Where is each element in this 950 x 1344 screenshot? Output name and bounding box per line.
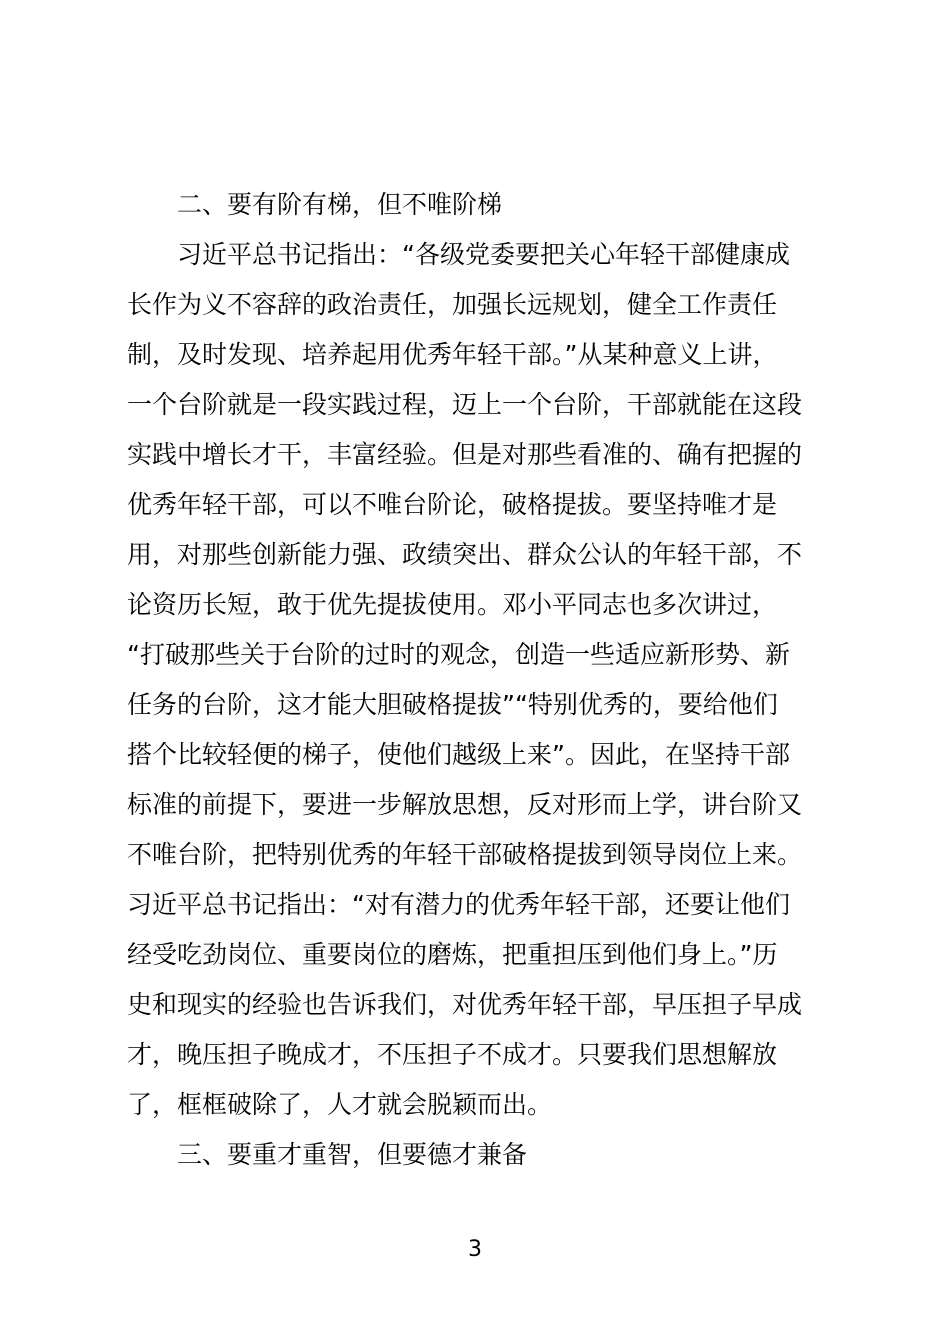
paragraph-line: 实践中增长才干，丰富经验。但是对那些看准的、确有把握的 xyxy=(127,440,803,469)
paragraph-line: 史和现实的经验也告诉我们，对优秀年轻干部，早压担子早成 xyxy=(127,990,803,1019)
paragraph-line: 论资历长短，敢于优先提拔使用。邓小平同志也多次讲过， xyxy=(127,590,778,619)
paragraph-line: “打破那些关于台阶的过时的观念，创造一些适应新形势、新 xyxy=(127,640,790,669)
paragraph-line: 长作为义不容辞的政治责任，加强长远规划，健全工作责任 xyxy=(127,290,778,319)
page-number: 3 xyxy=(468,1237,482,1262)
paragraph-line: 标准的前提下，要进一步解放思想，反对形而上学，讲台阶又 xyxy=(127,790,803,819)
section-heading-three: 三、要重才重智，但要德才兼备 xyxy=(177,1140,528,1169)
paragraph-line: 用，对那些创新能力强、政绩突出、群众公认的年轻干部，不 xyxy=(127,540,803,569)
paragraph-line: 任务的台阶，这才能大胆破格提拔”“特别优秀的，要给他们 xyxy=(127,690,778,719)
section-heading-two: 二、要有阶有梯，但不唯阶梯 xyxy=(177,190,503,219)
paragraph-line: 经受吃劲岗位、重要岗位的磨炼，把重担压到他们身上。”历 xyxy=(127,940,778,969)
paragraph-line: 一个台阶就是一段实践过程，迈上一个台阶，干部就能在这段 xyxy=(127,390,803,419)
paragraph-line: 不唯台阶，把特别优秀的年轻干部破格提拔到领导岗位上来。 xyxy=(127,840,803,869)
paragraph-line: 制，及时发现、培养起用优秀年轻干部。”从某种意义上讲， xyxy=(127,340,778,369)
paragraph-line: 搭个比较轻便的梯子，使他们越级上来”。因此，在坚持干部 xyxy=(127,740,790,769)
paragraph-line: 习近平总书记指出：“对有潜力的优秀年轻干部，还要让他们 xyxy=(127,890,790,919)
paragraph-line: 习近平总书记指出：“各级党委要把关心年轻干部健康成 xyxy=(177,240,790,269)
paragraph-line: 了，框框破除了，人才就会脱颖而出。 xyxy=(127,1090,553,1119)
paragraph-line: 才，晚压担子晚成才，不压担子不成才。只要我们思想解放 xyxy=(127,1040,778,1069)
paragraph-line: 优秀年轻干部，可以不唯台阶论，破格提拔。要坚持唯才是 xyxy=(127,490,778,519)
